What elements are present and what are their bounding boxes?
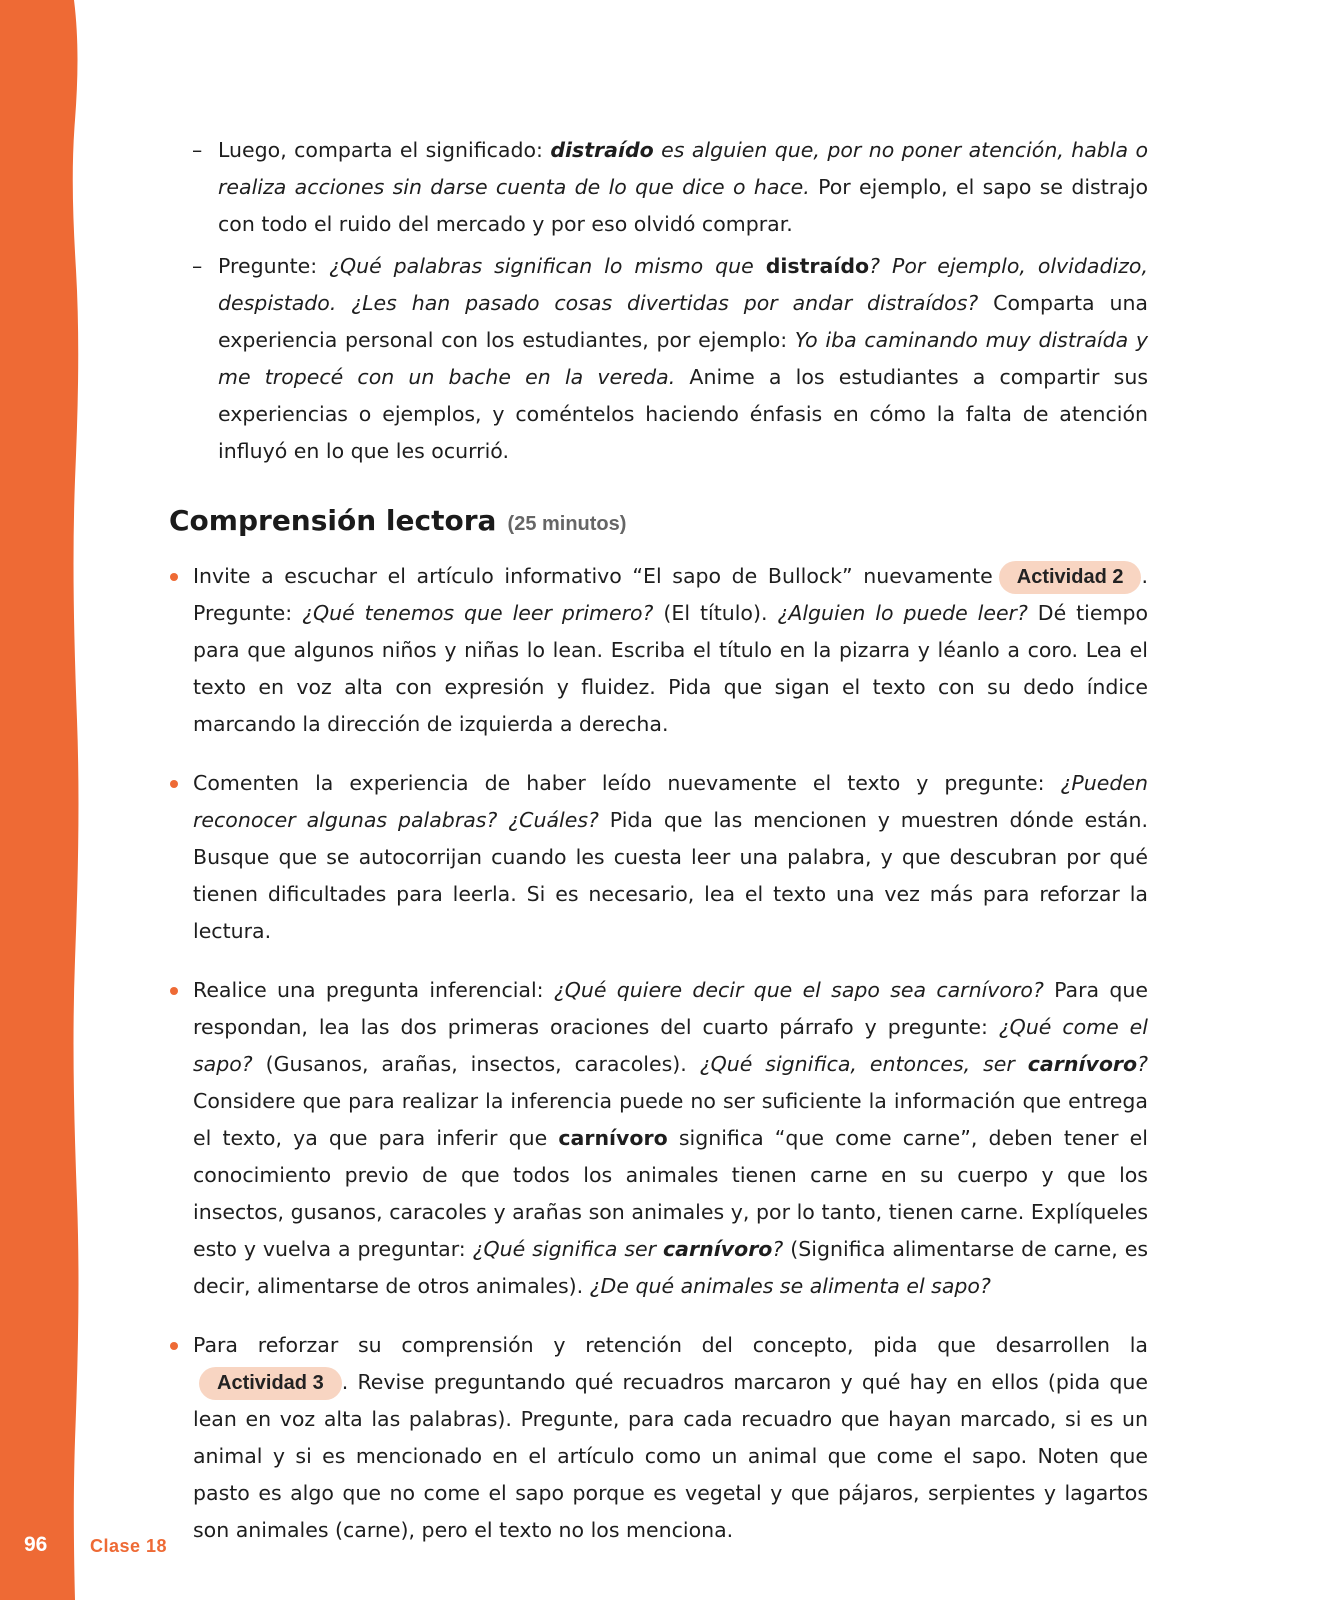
activity-list [170, 558, 1148, 1549]
activity-item [170, 558, 1148, 743]
text-segment: (El título). [653, 601, 778, 625]
italic-text: es alguien que, por no poner atención, habla o realiza acciones sin darse cuenta de lo que dice o hace. [218, 138, 1149, 199]
text-segment: Para que respondan, lea las dos primeras oraciones del cuarto párrafo y pregunte: [193, 978, 1148, 1039]
activity-item [170, 765, 1148, 950]
dash-marker: – [192, 254, 203, 278]
text-segment: Anime a los estudiantes a compartir sus experiencias o ejemplos, y coméntelos haciendo énfasis en cómo la falta de atención influyó en lo que les ocurrió. [218, 365, 1148, 463]
italic-text: ¿De qué animales se alimenta el sapo? [589, 1274, 991, 1298]
italic-text: ? Por ejemplo, olvidadizo, despistado. ¿Les han pasado cosas divertidas por andar distraídos? [218, 254, 1148, 315]
activity-item [170, 1327, 1148, 1549]
text-segment: . Pregunte: [193, 564, 1148, 625]
activity-item [170, 972, 1148, 1305]
bold-italic-term: carnívoro [663, 1237, 773, 1261]
italic-text: Yo iba caminando muy distraída y me tropecé con un bache en la vereda. [218, 328, 1148, 389]
text-segment: Para reforzar su comprensión y retención del concepto, pida que desarrollen la [193, 1333, 1148, 1357]
italic-text: ¿Alguien lo puede leer? [777, 601, 1028, 625]
bold-term: distraído [765, 254, 870, 278]
bullet-dot-icon [170, 1342, 178, 1350]
activity-badge: Actividad 2 [999, 561, 1142, 594]
bullet-dot-icon [170, 573, 178, 581]
text-segment: Invite a escuchar el artículo informativo “El sapo de Bullock” nuevamente [193, 564, 993, 588]
text-segment: Pida que las mencionen y muestren dónde están. Busque que se autocorrijan cuando les cuesta leer una palabra, y que descubran por qué tienen dificultades para leerla. Si es necesario, lea el texto una vez más para reforzar la lectura. [193, 808, 1148, 943]
italic-text: ¿Pueden reconocer algunas palabras? ¿Cuáles? [193, 771, 1148, 832]
text-segment: Pregunte: [218, 254, 330, 278]
italic-text: ¿Qué palabras significan lo mismo que [329, 254, 766, 278]
bold-term: carnívoro [558, 1126, 668, 1150]
vocab-step [170, 132, 1148, 243]
activity-badge: Actividad 3 [199, 1367, 342, 1400]
section-title: Comprensión lectora [169, 504, 497, 537]
italic-text: ? [1137, 1052, 1148, 1076]
section-heading [169, 502, 1148, 544]
bullet-dot-icon [170, 987, 178, 995]
text-segment: Luego, comparta el significado: [218, 138, 551, 162]
italic-text: ¿Qué significa ser [472, 1237, 664, 1261]
text-segment: Dé tiempo para que algunos niños y niñas lo lean. Escriba el título en la pizarra y léanlo a coro. Lea el texto en voz alta con expresión y fluidez. Pida que sigan el texto con su dedo índice marcando la dirección de izquierda a derecha. [193, 601, 1149, 736]
italic-text: ¿Qué come el sapo? [193, 1015, 1148, 1076]
text-segment: Realice una pregunta inferencial: [193, 978, 554, 1002]
bullet-dot-icon [170, 780, 178, 788]
text-segment: (Significa alimentarse de carne, es decir, alimentarse de otros animales). [193, 1237, 1149, 1298]
text-segment: . Revise preguntando qué recuadros marcaron y qué hay en ellos (pida que lean en voz alta las palabras). Pregunte, para cada recuadro que hayan marcado, si es un animal y si es mencionado en el artículo como un animal que come el sapo. Noten que pasto es algo que no come el sapo porque es vegetal y que pájaros, serpientes y lagartos son animales (carne), pero el texto no los menciona. [193, 1370, 1148, 1542]
lesson-label: Clase 18 [90, 1536, 168, 1556]
page-number: 96 [24, 1533, 48, 1556]
orange-side-band [0, 0, 86, 1600]
vocab-step [170, 248, 1148, 470]
text-segment: Comenten la experiencia de haber leído nuevamente el texto y pregunte: [193, 771, 1061, 795]
band-shape [0, 0, 78, 1600]
italic-text: ¿Qué quiere decir que el sapo sea carnívoro? [553, 978, 1044, 1002]
text-segment: Considere que para realizar la inferencia puede no ser suficiente la información que entrega el texto, ya que para inferir que [193, 1089, 1148, 1150]
text-segment: Comparta una experiencia personal con los estudiantes, por ejemplo: [218, 291, 1148, 352]
text-segment: significa “que come carne”, deben tener el conocimiento previo de que todos los animales tienen carne en su cuerpo y que los insectos, gusanos, caracoles y arañas son animales y, por lo tanto, tienen carne. Explíqueles esto y vuelva a preguntar: [193, 1126, 1148, 1261]
italic-text: ¿Qué significa, entonces, ser [699, 1052, 1028, 1076]
text-segment: (Gusanos, arañas, insectos, caracoles). [252, 1052, 700, 1076]
dash-marker: – [192, 138, 203, 162]
italic-text: ? [772, 1237, 784, 1261]
bold-italic-term: carnívoro [1027, 1052, 1138, 1076]
vocabulary-steps [170, 132, 1148, 470]
italic-text: ¿Qué tenemos que leer primero? [302, 601, 654, 625]
text-segment: Por ejemplo, el sapo se distrajo con todo el ruido del mercado y por eso olvidó comprar. [218, 175, 1148, 236]
bold-italic-term: distraído [550, 138, 654, 162]
page-content [170, 132, 1148, 1571]
section-duration: (25 minutos) [507, 513, 627, 535]
